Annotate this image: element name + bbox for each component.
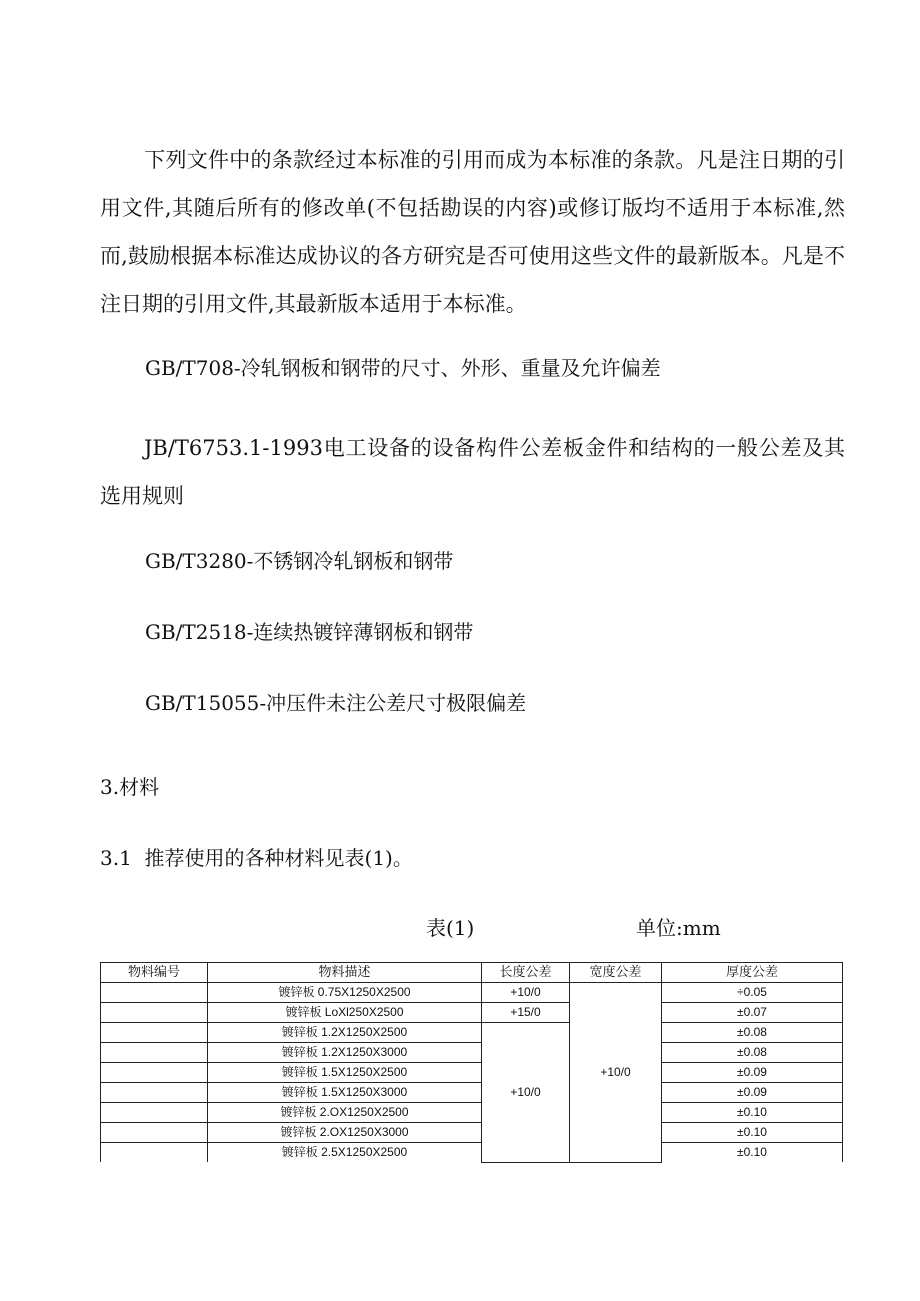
cell-code (101, 1143, 208, 1163)
header-desc: 物料描述 (208, 963, 482, 983)
materials-table (100, 962, 843, 1163)
cell-length-tol-merged: +10/0 (482, 1023, 570, 1163)
cell-desc: 镀锌板 1.5X1250X3000 (208, 1083, 482, 1103)
table-row (101, 1123, 843, 1143)
header-thickness-tol: 厚度公差 (662, 963, 843, 983)
unit-label: 单位:mm (636, 916, 721, 940)
cell-code (101, 1043, 208, 1063)
header-code: 物料编号 (101, 963, 208, 983)
table-row (101, 1063, 843, 1083)
header-length-tol: 长度公差 (482, 963, 570, 983)
cell-thickness-tol: ±0.08 (662, 1043, 843, 1063)
cell-width-tol-merged: +10/0 (570, 983, 662, 1163)
cell-desc: 镀锌板 1.2X1250X3000 (208, 1043, 482, 1063)
reference-gbt15055: GB/T15055-冲压件未注公差尺寸极限偏差 (145, 691, 527, 715)
cell-desc: 镀锌板 2.OX1250X3000 (208, 1123, 482, 1143)
cell-thickness-tol: ±0.10 (662, 1103, 843, 1123)
cell-length-tol: +15/0 (482, 1003, 570, 1023)
table-row (101, 1143, 843, 1163)
cell-code (101, 1083, 208, 1103)
cell-code (101, 983, 208, 1003)
reference-gbt3280: GB/T3280-不锈钢冷轧钢板和钢带 (145, 549, 454, 573)
cell-code (101, 1003, 208, 1023)
cell-code (101, 1063, 208, 1083)
cell-thickness-tol: ±0.10 (662, 1123, 843, 1143)
reference-gbt708: GB/T708-冷轧钢板和钢带的尺寸、外形、重量及允许偏差 (145, 356, 661, 380)
cell-thickness-tol: ±0.07 (662, 1003, 843, 1023)
cell-code (101, 1023, 208, 1043)
table-row (101, 1103, 843, 1123)
cell-thickness-tol: ±0.10 (662, 1143, 843, 1163)
cell-desc: 镀锌板 0.75X1250X2500 (208, 983, 482, 1003)
intro-text: 下列文件中的条款经过本标准的引用而成为本标准的条款。凡是注日期的引用文件,其随后所有的修改单(不包括勘误的内容)或修订版均不适用于本标准,然而,鼓励根据本标准达成协议的各方研究是否可使用这些文件的最新版本。凡是不注日期的引用文件,其最新版本适用于本标准。 (100, 148, 845, 316)
table-row (101, 983, 843, 1003)
cell-thickness-tol: ÷0.05 (662, 983, 843, 1003)
header-width-tol: 宽度公差 (570, 963, 662, 983)
reference-gbt2518: GB/T2518-连续热镀锌薄钢板和钢带 (145, 620, 474, 644)
cell-desc: 镀锌板 LoXl250X2500 (208, 1003, 482, 1023)
cell-thickness-tol: ±0.09 (662, 1083, 843, 1103)
table-header-row (101, 963, 843, 983)
cell-desc: 镀锌板 2.5X1250X2500 (208, 1143, 482, 1163)
section-heading: 3.材料 (100, 775, 160, 799)
subsection-text: 3.1 推荐使用的各种材料见表(1)。 (100, 846, 413, 870)
table-caption: 表(1) (426, 916, 475, 940)
reference-jbt6753: JB/T6753.1-1993电工设备的设备构件公差板金件和结构的一般公差及其选用规则 (100, 436, 845, 508)
cell-thickness-tol: ±0.09 (662, 1063, 843, 1083)
intro-paragraph (100, 136, 845, 328)
reference-jbt6753-block (100, 424, 845, 520)
cell-desc: 镀锌板 1.5X1250X2500 (208, 1063, 482, 1083)
cell-length-tol: +10/0 (482, 983, 570, 1003)
cell-code (101, 1103, 208, 1123)
table-row (101, 1003, 843, 1023)
cell-desc: 镀锌板 1.2X1250X2500 (208, 1023, 482, 1043)
table-row (101, 1083, 843, 1103)
cell-code (101, 1123, 208, 1143)
cell-desc: 镀锌板 2.OX1250X2500 (208, 1103, 482, 1123)
table-row (101, 1043, 843, 1063)
cell-thickness-tol: ±0.08 (662, 1023, 843, 1043)
table-row (101, 1023, 843, 1043)
